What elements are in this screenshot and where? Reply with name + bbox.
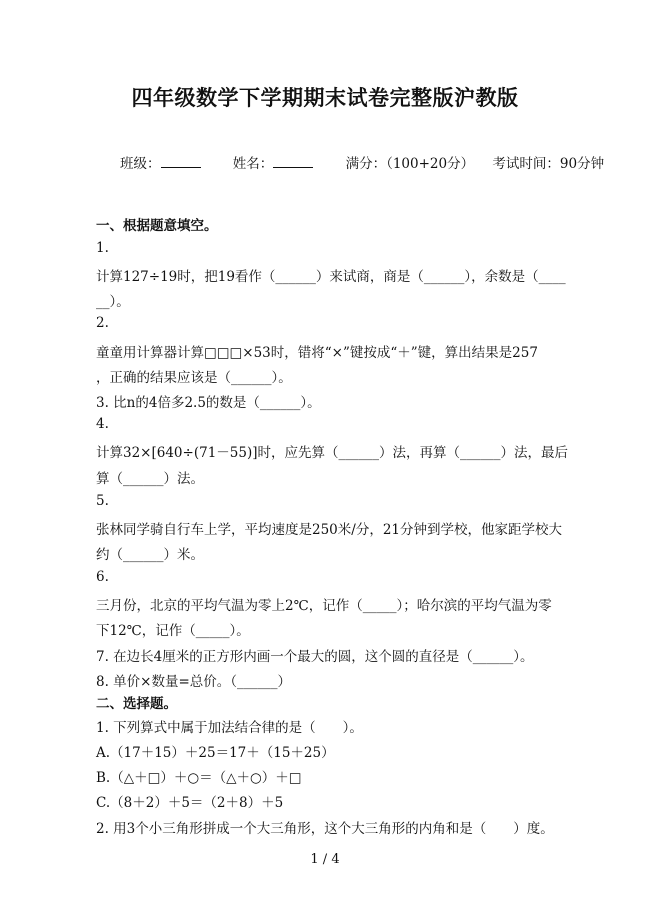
question-number: 5. xyxy=(96,493,109,509)
question-number: 1. xyxy=(96,240,109,256)
choice-option: C.（8＋2）＋5＝（2＋8）＋5 xyxy=(96,795,284,811)
question-text: 约（______）米。 xyxy=(96,547,204,563)
question-text: 计算32×[640÷(71－55)]时，应先算（______）法，再算（______）法，最后 xyxy=(96,445,568,461)
question-text: 三月份，北京的平均气温为零上2℃，记作（_____）；哈尔滨的平均气温为零 xyxy=(96,598,552,614)
student-info-row xyxy=(120,152,618,172)
question-text: 计算127÷19时，把19看作（______）来试商，商是（______），余数是（____ xyxy=(96,269,566,285)
question-number: 4. xyxy=(96,416,109,432)
time-label: 考试时间：90分钟 xyxy=(492,156,605,172)
page-title: 四年级数学下学期期末试卷完整版沪教版 xyxy=(131,85,519,110)
question-text: 2. 用3个小三角形拼成一个大三角形，这个大三角形的内角和是（ ）度。 xyxy=(96,821,554,837)
question-text: ，正确的结果应该是（______）。 xyxy=(96,370,292,386)
question-text: 下12℃，记作（_____）。 xyxy=(96,623,250,639)
name-label: 姓名： xyxy=(233,156,328,172)
question-number: 2. xyxy=(96,315,109,331)
question-number: 6. xyxy=(96,569,109,585)
class-label: 班级： xyxy=(120,156,215,172)
name-blank xyxy=(273,155,313,168)
page-number: 1 / 4 xyxy=(310,852,340,867)
score-label: 满分：（100+20分） xyxy=(345,156,475,172)
question-text: 童童用计算器计算□□□×53时，错将“×”键按成“＋”键，算出结果是257 xyxy=(96,345,538,361)
section-heading-choice: 二、选择题。 xyxy=(96,696,177,712)
question-text: 张林同学骑自行车上学，平均速度是250米/分，21分钟到学校，他家距学校大 xyxy=(96,522,562,538)
question-text: 1. 下列算式中属于加法结合律的是（ ）。 xyxy=(96,720,363,736)
question-text: 8. 单价×数量=总价。（______） xyxy=(96,674,292,690)
choice-option: B.（△＋□）＋○＝（△＋○）＋□ xyxy=(96,770,302,786)
section-heading-fill-in: 一、根据题意填空。 xyxy=(96,218,218,234)
question-text: 算（______）法。 xyxy=(96,471,204,487)
question-text: 7. 在边长4厘米的正方形内画一个最大的圆，这个圆的直径是（______）。 xyxy=(96,649,534,665)
choice-option: A.（17＋15）＋25＝17＋（15＋25） xyxy=(96,745,335,761)
question-text: 3. 比n的4倍多2.5的数是（______）。 xyxy=(96,395,321,411)
question-text: __）。 xyxy=(96,294,130,310)
class-blank xyxy=(161,155,201,168)
